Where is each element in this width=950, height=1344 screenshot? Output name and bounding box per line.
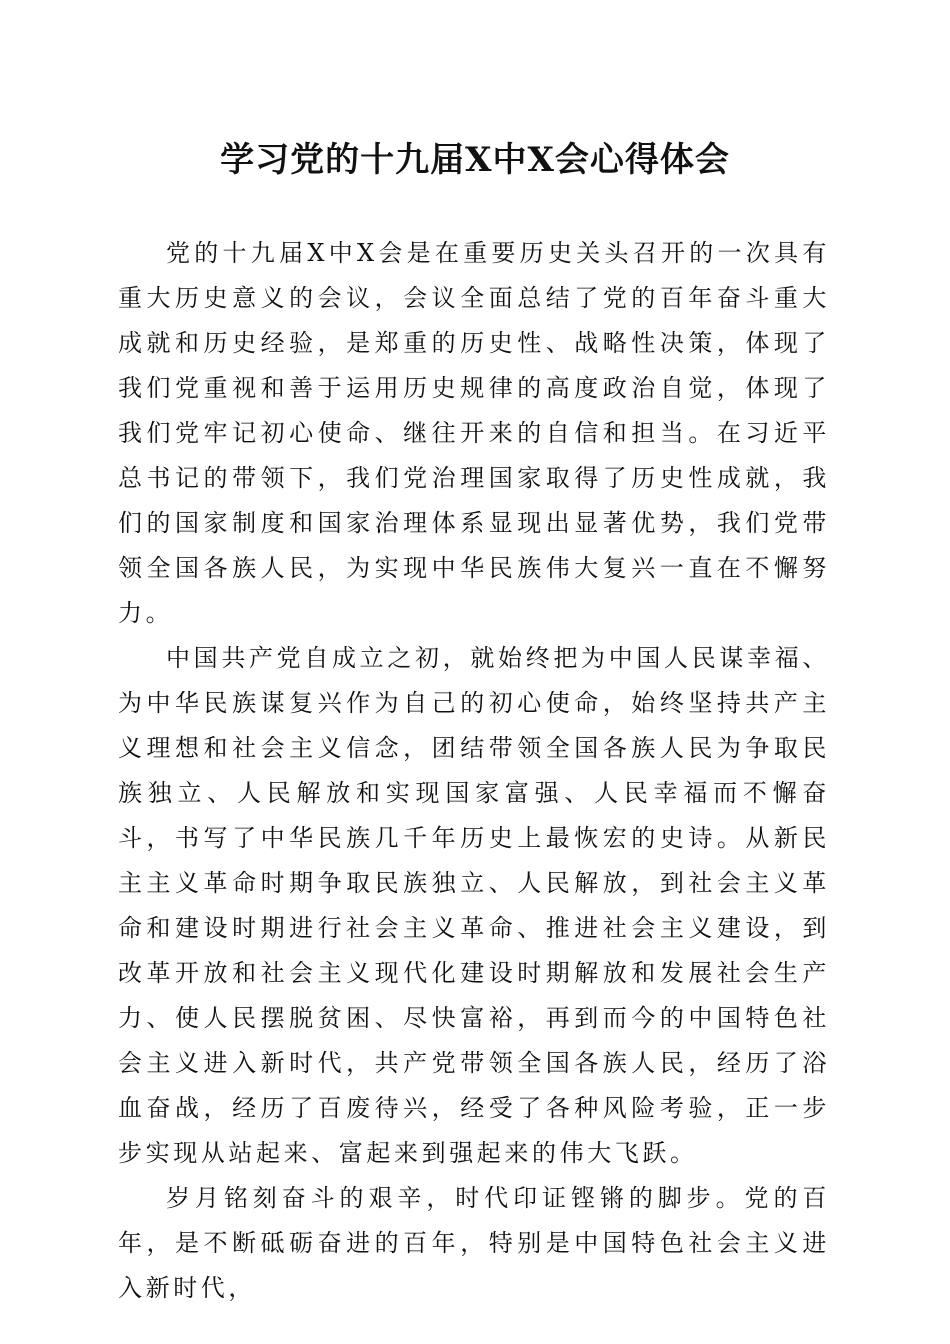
paragraph-2: 中国共产党自成立之初，就始终把为中国人民谋幸福、为中华民族谋复兴作为自己的初心使命，始终坚持共产主义理想和社会主义信念，团结带领全国各族人民为争取民族独立、人民解放和实现国家富强、人民幸福而不懈奋斗，书写了中华民族几千年历史上最恢宏的史诗。从新民主主义革命时期争取民族独立、人民解放，到社会主义革命和建设时期进行社会主义革命、推进社会主义建设，到改革开放和社会主义现代化建设时期解放和发展社会生产力、使人民摆脱贫困、尽快富裕，再到而今的中国特色社会主义进入新时代，共产党带领全国各族人民，经历了浴血奋战，经历了百废待兴，经受了各种风险考验，正一步步实现从站起来、富起来到强起来的伟大飞跃。 <box>118 644 830 1167</box>
paragraph-3: 岁月铭刻奋斗的艰辛，时代印证铿锵的脚步。党的百年，是不断砥砺奋进的百年，特别是中国特色社会主义进入新时代， <box>118 1184 830 1302</box>
paragraph-1: 党的十九届X中X会是在重要历史关头召开的一次具有重大历史意义的会议，会议全面总结了党的百年奋斗重大成就和历史经验，是郑重的历史性、战略性决策，体现了我们党重视和善于运用历史规律的高度政治自觉，体现了我们党牢记初心使命、继往开来的自信和担当。在习近平总书记的带领下，我们党治理国家取得了历史性成就，我们的国家制度和国家治理体系显现出显著优势，我们党带领全国各族人民，为实现中华民族伟大复兴一直在不懈努力。 <box>118 239 830 627</box>
document-body <box>118 231 830 1311</box>
document-title: 学习党的十九届X中X会心得体会 <box>220 140 730 180</box>
